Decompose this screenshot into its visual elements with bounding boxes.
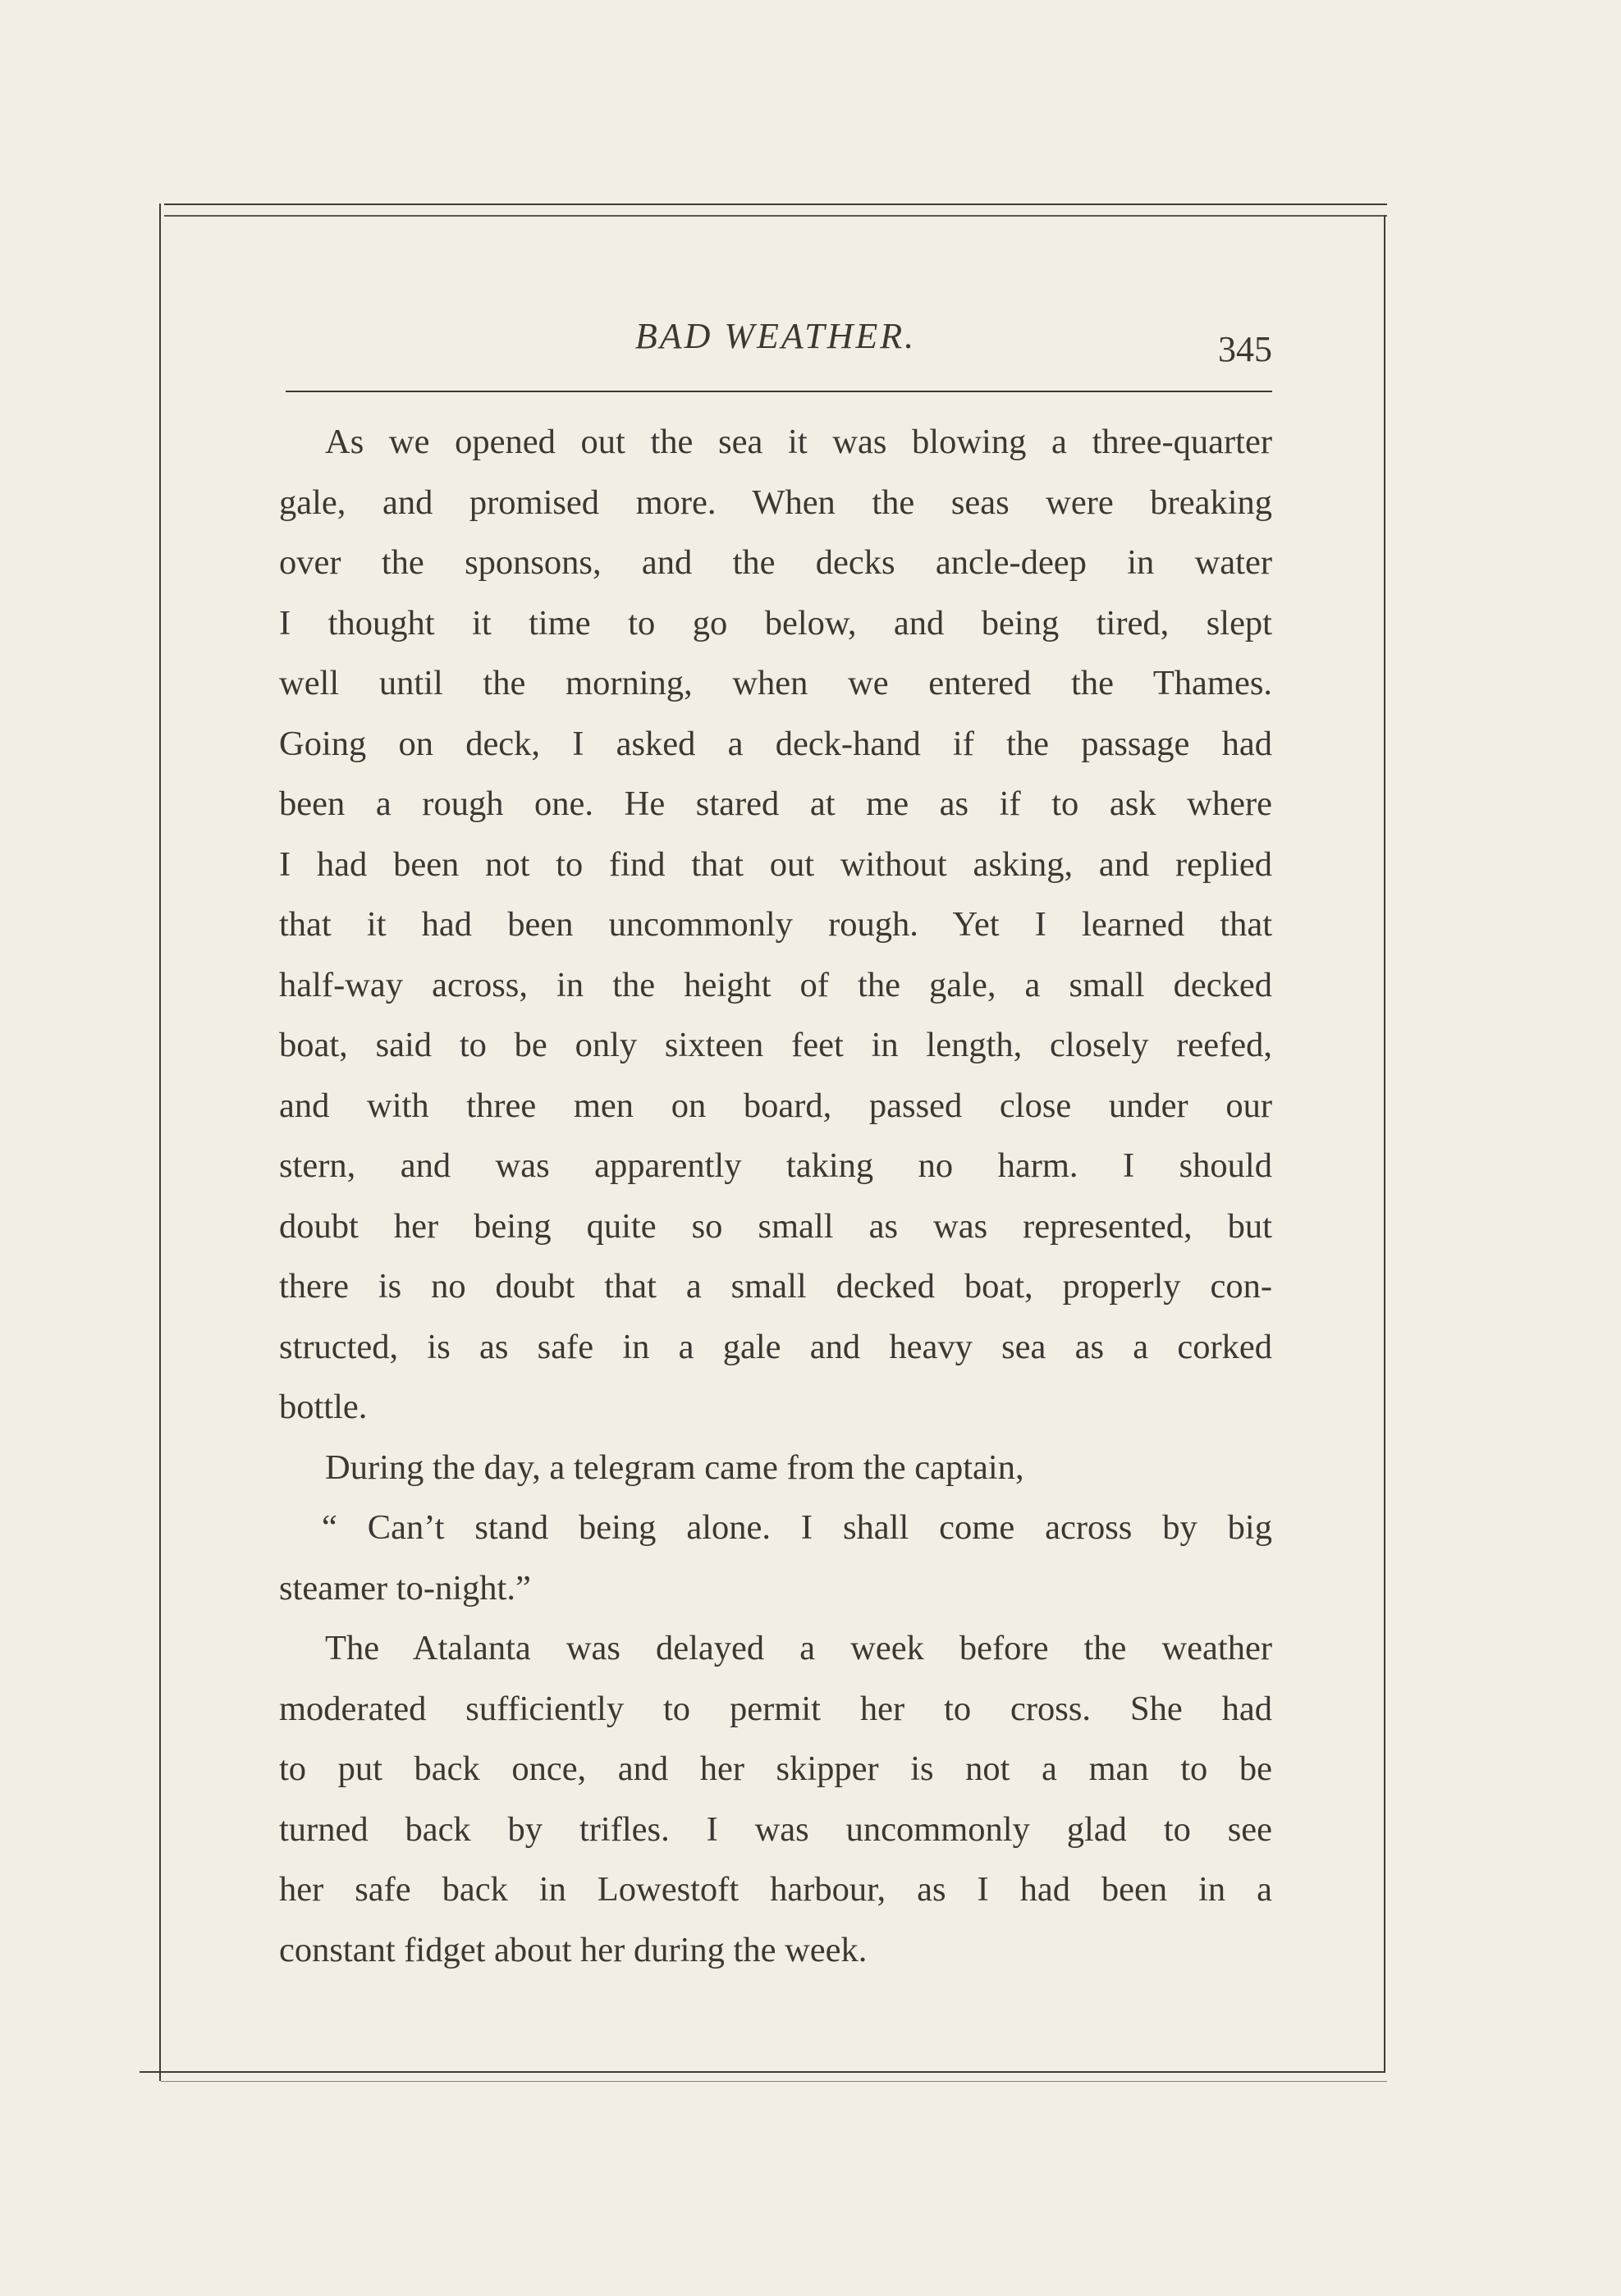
text-line: moderated sufficiently to permit her to cross. She had [279, 1689, 1272, 1728]
text-line: to put back once, and her skipper is not a man to be [279, 1749, 1272, 1788]
text-line: doubt her being quite so small as was represented, but [279, 1206, 1272, 1246]
page-number: 345 [1218, 329, 1272, 369]
text-line: boat, said to be only sixteen feet in length, closely reefed, [279, 1026, 1272, 1064]
text-line: half-way across, in the height of the gale, a small decked [279, 965, 1272, 1004]
plate-border-top [164, 204, 1387, 205]
text-line: and with three men on board, passed close under our [279, 1086, 1272, 1125]
text-line: well until the morning, when we entered the Thames. [279, 664, 1272, 702]
text-line: over the sponsons, and the decks ancle-deep in water [279, 543, 1272, 582]
text-line: steamer to-night.” [279, 1568, 531, 1608]
header-rule [286, 391, 1272, 392]
running-head [279, 304, 1272, 394]
text-line: bottle. [279, 1388, 368, 1426]
text-line: her safe back in Lowestoft harbour, as I had been in a [279, 1870, 1272, 1909]
text-line: During the day, a telegram came from the captain, [325, 1448, 1024, 1487]
text-line: constant fidget about her during the week. [279, 1930, 868, 1969]
text-line: there is no doubt that a small decked boat, properly con- [279, 1267, 1272, 1306]
text-line: As we opened out the sea it was blowing a three-quarter [325, 423, 1272, 461]
running-head-title: BAD WEATHER. [634, 316, 917, 356]
text-line: “ Can’t stand being alone. I shall come across by big [322, 1508, 1272, 1547]
text-line: Going on deck, I asked a deck-hand if the passage had [279, 724, 1272, 763]
plate-border-top-inner [164, 215, 1387, 217]
text-line: I had been not to find that out without asking, and replied [279, 844, 1272, 884]
text-line: been a rough one. He stared at me as if to ask where [279, 784, 1272, 823]
book-page [279, 304, 1272, 1980]
text-line: stern, and was apparently taking no harm. I should [279, 1146, 1272, 1185]
text-line: structed, is as safe in a gale and heavy sea as a corked [279, 1327, 1272, 1366]
text-line: turned back by trifles. I was uncommonly glad to see [279, 1809, 1272, 1849]
text-line: that it had been uncommonly rough. Yet I learned that [279, 905, 1272, 944]
paragraph [279, 1618, 1272, 1980]
body-text [279, 394, 1272, 1980]
paragraph [279, 1498, 1272, 1618]
text-line: gale, and promised more. When the seas were breaking [279, 483, 1272, 522]
plate-border-right [1384, 215, 1385, 2071]
plate-border-bottom-inner [161, 2081, 1387, 2082]
paragraph [279, 1438, 1272, 1498]
text-line: The Atalanta was delayed a week before the weather [325, 1629, 1272, 1667]
plate-border-left [159, 204, 161, 2081]
text-line: I thought it time to go below, and being tired, slept [279, 603, 1272, 643]
paragraph [279, 412, 1272, 1438]
plate-border-bottom [140, 2071, 1385, 2073]
